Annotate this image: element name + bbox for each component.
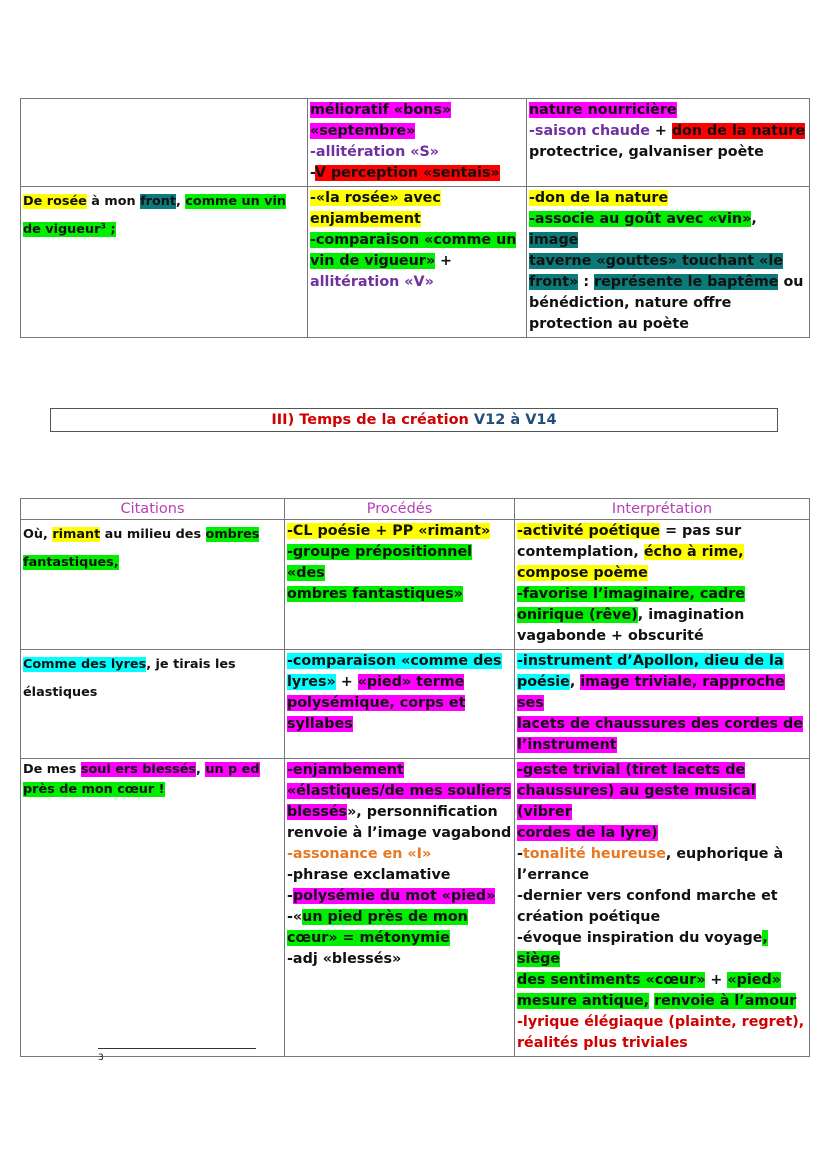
text-run: compose poème	[517, 565, 648, 581]
cell-line	[23, 521, 282, 549]
text-run: lyres»	[287, 674, 336, 690]
cell-line	[287, 802, 512, 823]
text-run: tonalité heureuse	[522, 846, 666, 862]
cell-line	[517, 542, 807, 563]
text-run: représente le baptême	[594, 274, 779, 290]
text-run: vagabonde + obscurité	[517, 628, 704, 644]
text-run: cordes de la lyre)	[517, 825, 658, 841]
citation-cell	[21, 650, 285, 759]
cell-line	[517, 521, 807, 542]
footnote-separator	[98, 1048, 256, 1049]
text-run: cœur» = métonymie	[287, 930, 450, 946]
text-run: +	[435, 253, 453, 269]
cell-line	[517, 991, 807, 1012]
text-run: nature nourricière	[529, 102, 677, 118]
cell-line	[517, 970, 807, 991]
text-run: front	[140, 194, 176, 209]
text-run: -favorise l’imaginaire, cadre	[517, 586, 745, 602]
text-run: rimant	[52, 527, 101, 542]
text-run: enjambement	[310, 211, 421, 227]
text-run: , siège	[517, 930, 768, 967]
table-row	[21, 759, 810, 1057]
text-run: bénédiction, nature offre	[529, 295, 732, 311]
cell-line	[287, 521, 512, 542]
cell-line	[287, 672, 512, 693]
text-run: », personnification	[347, 804, 498, 820]
text-run: -	[287, 888, 293, 904]
text-run: réalités plus triviales	[517, 1035, 688, 1051]
text-run: un pied près de mon	[302, 909, 468, 925]
cell-line	[287, 651, 512, 672]
cell-line	[517, 584, 807, 605]
cell-line	[23, 216, 305, 244]
text-run: -geste trivial (tiret lacets de	[517, 762, 746, 778]
text-run: +	[649, 123, 672, 139]
cell-line	[517, 886, 807, 907]
cell-line	[517, 844, 807, 865]
procede-cell	[285, 759, 515, 1057]
text-run: +	[705, 972, 728, 988]
text-run: l’instrument	[517, 737, 617, 753]
cell-line	[310, 121, 524, 142]
text-run: Où,	[23, 527, 53, 542]
analysis-table	[20, 498, 810, 1057]
cell-line	[517, 672, 807, 714]
cell-line	[517, 714, 807, 735]
text-run: ombres fantastiques»	[287, 586, 463, 602]
text-run: -instrument d’Apollon, dieu de la	[517, 653, 784, 669]
text-run: -CL poésie + PP «rimant»	[287, 523, 491, 539]
cell-line	[287, 714, 512, 735]
text-run: au milieu des	[100, 527, 206, 542]
text-run: ,	[196, 762, 206, 777]
cell-line	[287, 928, 512, 949]
cell-line	[310, 163, 524, 184]
citation-cell	[21, 759, 285, 1057]
text-run: ,	[569, 674, 581, 690]
text-run: -comparaison «comme un	[310, 232, 517, 248]
cell-line	[517, 626, 807, 647]
text-run: chaussures) au geste musical (vibrer	[517, 783, 756, 820]
text-run: -«	[287, 909, 303, 925]
text-run: protection au poète	[529, 316, 689, 332]
section-verses: V12 à V14	[473, 412, 557, 428]
cell-line	[517, 605, 807, 626]
text-run: don de la nature	[671, 123, 806, 139]
text-run: Comme des lyres	[23, 657, 147, 672]
text-run: «septembre»	[310, 123, 416, 139]
text-run: -activité poétique	[517, 523, 661, 539]
header-procedes: Procédés	[285, 499, 515, 520]
text-run: -allitération «S»	[310, 144, 439, 160]
procede-cell	[308, 187, 527, 338]
cell-line	[529, 100, 807, 121]
citation-cell	[21, 520, 285, 650]
text-run: -enjambement	[287, 762, 404, 778]
header-interpretation: Interprétation	[515, 499, 810, 520]
text-run: élastiques	[23, 685, 98, 700]
text-run: , je tirais les	[146, 657, 236, 672]
interpretation-cell	[527, 187, 810, 338]
interpretation-cell	[515, 759, 810, 1057]
cell-line	[23, 679, 282, 707]
header-citations: Citations	[21, 499, 285, 520]
text-run: = pas sur	[660, 523, 742, 539]
text-run: poésie	[517, 674, 570, 690]
text-run: de vigueur³ ;	[23, 222, 116, 237]
text-run: De mes	[23, 762, 81, 777]
cell-line	[310, 209, 524, 230]
text-run: -«la rosée» avec	[310, 190, 441, 206]
cell-line	[287, 949, 512, 970]
text-run: près de mon cœur !	[23, 782, 165, 797]
text-run: soul ers blessés	[80, 762, 197, 777]
text-run: -don de la nature	[529, 190, 669, 206]
cell-line	[517, 563, 807, 584]
text-run: -lyrique élégiaque (plainte, regret),	[517, 1014, 805, 1030]
cell-line	[287, 584, 512, 605]
cell-line	[517, 1012, 807, 1033]
text-run: fantastiques,	[23, 555, 119, 570]
text-run: renvoie à l’amour	[654, 993, 797, 1009]
cell-line	[529, 314, 807, 335]
cell-line	[529, 142, 807, 163]
table-row	[21, 520, 810, 650]
text-run: vin de vigueur»	[310, 253, 436, 269]
cell-line	[517, 928, 807, 970]
text-run: -dernier vers confond marche et	[517, 888, 778, 904]
citation-cell	[21, 187, 308, 338]
text-run: image triviale, rapproche ses	[517, 674, 785, 711]
cell-line	[517, 907, 807, 928]
cell-line	[517, 823, 807, 844]
table-header-row	[21, 499, 810, 520]
cell-line	[529, 209, 807, 251]
cell-line	[310, 230, 524, 251]
cell-line	[287, 865, 512, 886]
cell-line	[529, 272, 807, 293]
text-run: -	[310, 165, 315, 181]
text-run: -groupe prépositionnel «des	[287, 544, 473, 581]
text-run: syllabes	[287, 716, 353, 732]
text-run: ou	[778, 274, 804, 290]
procede-cell	[285, 650, 515, 759]
cell-line	[517, 735, 807, 756]
cell-line	[310, 100, 524, 121]
text-run: -évoque inspiration du voyage	[517, 930, 763, 946]
cell-line	[23, 549, 282, 577]
cell-line	[23, 188, 305, 216]
cell-line	[310, 251, 524, 272]
text-run: ombres	[205, 527, 260, 542]
cell-line	[529, 293, 807, 314]
text-run: front»	[529, 274, 579, 290]
table-row	[21, 187, 810, 338]
cell-line	[287, 823, 512, 844]
cell-line	[23, 780, 282, 800]
cell-line	[23, 651, 282, 679]
text-run: un p ed	[205, 762, 260, 777]
cell-line	[529, 251, 807, 272]
text-run: à mon	[86, 194, 141, 209]
text-run: polysémie du mot «pied»	[292, 888, 496, 904]
text-run: , imagination	[637, 607, 745, 623]
text-run: protectrice, galvaniser poète	[529, 144, 764, 160]
procede-cell	[285, 520, 515, 650]
text-run: +	[335, 674, 358, 690]
cell-line	[287, 781, 512, 802]
text-run: «pied»	[727, 972, 781, 988]
interpretation-cell	[515, 650, 810, 759]
cell-line	[310, 272, 524, 293]
text-run: onirique (rêve)	[517, 607, 638, 623]
text-run: blessés	[287, 804, 348, 820]
cell-line	[310, 142, 524, 163]
text-run: -adj «blessés»	[287, 951, 402, 967]
text-run: mélioratif «bons»	[310, 102, 452, 118]
text-run: polysémique, corps et	[287, 695, 466, 711]
cell-line	[287, 693, 512, 714]
text-run: «pied» terme	[357, 674, 465, 690]
text-run: comme un vin	[185, 194, 287, 209]
cell-line	[517, 781, 807, 823]
text-run: ,	[751, 211, 757, 227]
text-run: allitération «V»	[310, 274, 434, 290]
cell-line	[287, 844, 512, 865]
cell-line	[287, 886, 512, 907]
text-run: -phrase exclamative	[287, 867, 451, 883]
text-run: taverne «gouttes» touchant «le	[529, 253, 783, 269]
text-run: contemplation,	[517, 544, 644, 560]
text-run: ,	[176, 194, 186, 209]
cell-line	[517, 865, 807, 886]
cell-line	[529, 121, 807, 142]
interpretation-cell	[515, 520, 810, 650]
text-run: lacets de chaussures des cordes de	[517, 716, 803, 732]
text-run: des sentiments «cœur»	[517, 972, 706, 988]
cell-line	[517, 651, 807, 672]
section-numeral: III)	[271, 412, 295, 428]
footnote-number: 3	[98, 1053, 104, 1063]
text-run: l’errance	[517, 867, 590, 883]
text-run: De rosée	[23, 194, 87, 209]
cell-line	[23, 760, 282, 780]
section-title: Temps de la création	[299, 412, 469, 428]
text-run: renvoie à l’image vagabond	[287, 825, 512, 841]
procede-cell	[308, 99, 527, 187]
text-run: création poétique	[517, 909, 661, 925]
cell-line	[287, 542, 512, 584]
text-run: -	[517, 846, 523, 862]
citation-cell	[21, 99, 308, 187]
text-run: V perception «sentais»	[314, 165, 500, 181]
table-row	[21, 99, 810, 187]
cell-line	[517, 760, 807, 781]
cell-line	[517, 1033, 807, 1054]
interpretation-cell	[527, 99, 810, 187]
text-run: «élastiques/de mes souliers	[287, 783, 512, 799]
text-run: -assonance en «I»	[287, 846, 432, 862]
cell-line	[287, 760, 512, 781]
section-heading	[50, 408, 778, 432]
text-run: mesure antique,	[517, 993, 650, 1009]
text-run: image	[529, 232, 579, 248]
cell-line	[310, 188, 524, 209]
table-row	[21, 650, 810, 759]
cell-line	[287, 907, 512, 928]
text-run: écho à rime,	[643, 544, 744, 560]
text-run: :	[578, 274, 595, 290]
text-run: -associe au goût avec «vin»	[529, 211, 752, 227]
cell-line	[529, 188, 807, 209]
text-run: -saison chaude	[529, 123, 650, 139]
text-run: , euphorique à	[665, 846, 784, 862]
text-run: -comparaison «comme des	[287, 653, 502, 669]
analysis-table-continued	[20, 98, 810, 338]
